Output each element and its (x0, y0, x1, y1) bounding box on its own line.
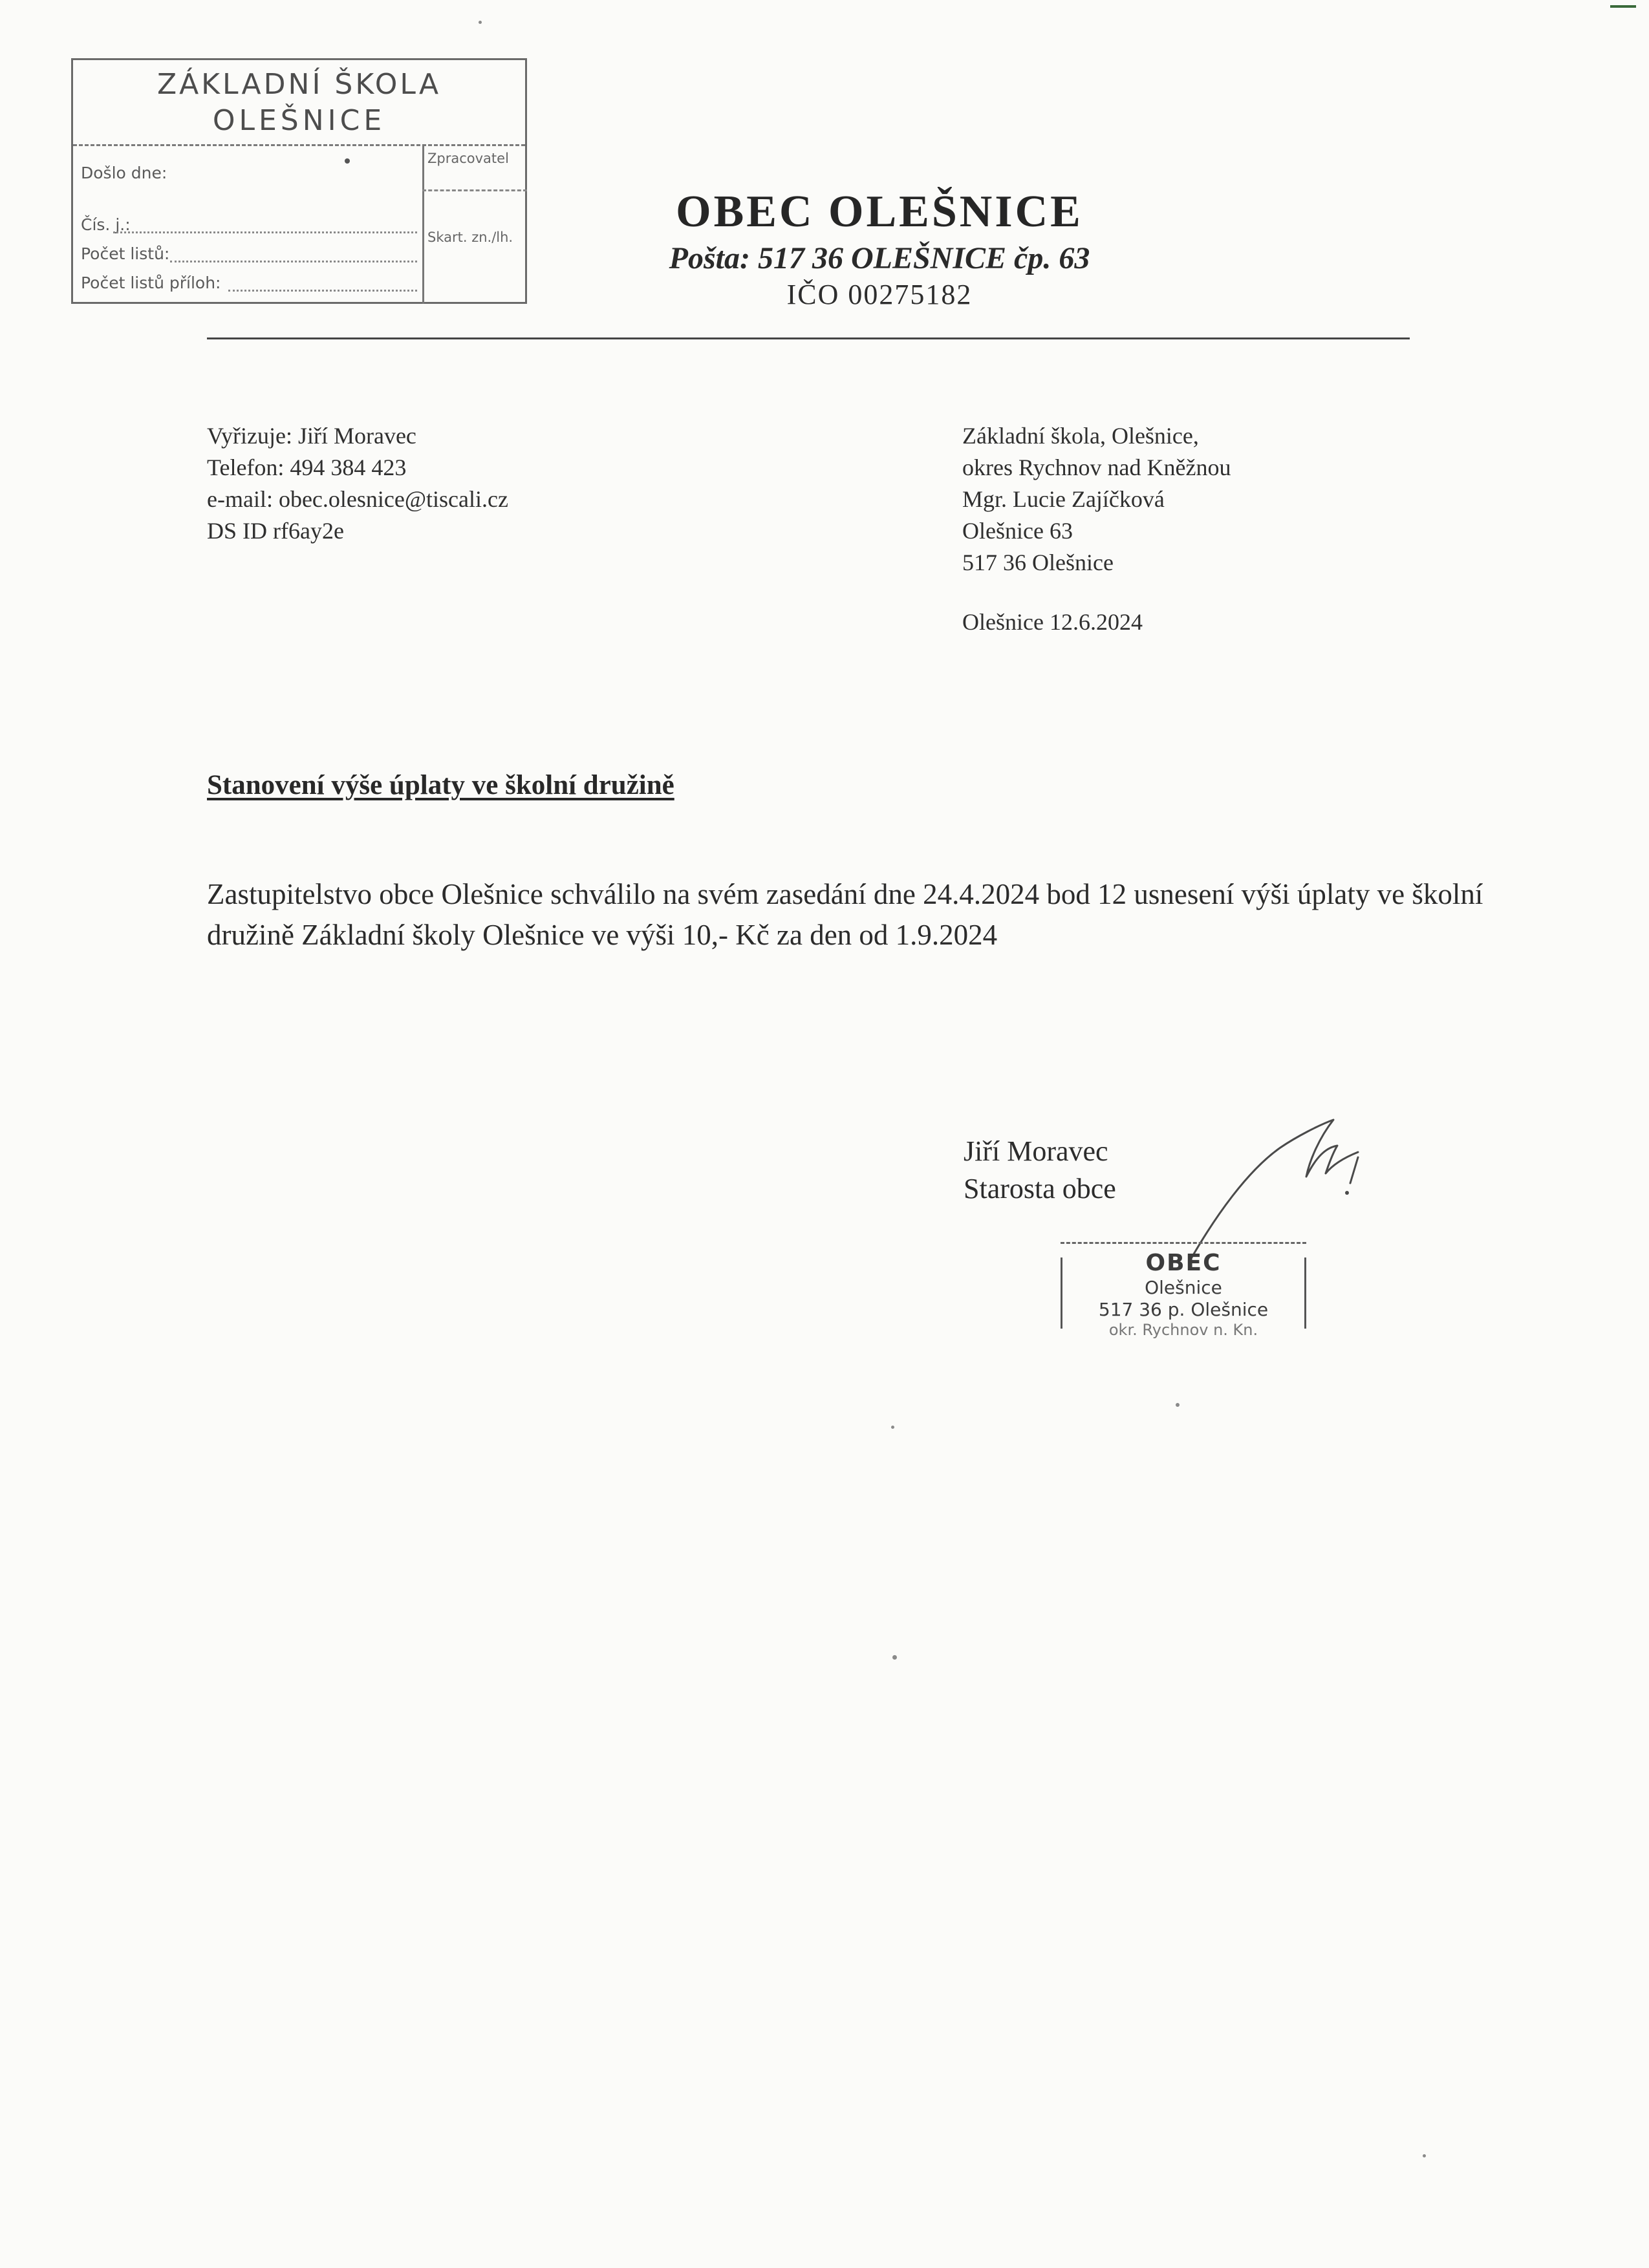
contact-block (207, 420, 508, 547)
intake-stamp-processor-label: Zpracovatel (427, 151, 509, 166)
intake-stamp-divider (422, 144, 424, 304)
scan-speck (891, 1426, 894, 1429)
recipient-block (962, 420, 1231, 579)
intake-stamp-sheets-line (170, 261, 417, 262)
intake-stamp-ref-label: Čís. j.: (81, 215, 131, 234)
scan-speck (892, 1655, 897, 1660)
intake-stamp-header (73, 60, 525, 146)
letterhead-ico: IČO 00275182 (786, 279, 973, 310)
recipient-line: Mgr. Lucie Zajíčková (962, 486, 1165, 512)
scan-edge-mark (1610, 5, 1636, 8)
contact-phone: Telefon: 494 384 423 (207, 455, 407, 480)
scan-speck (479, 21, 482, 24)
intake-stamp-filing-label: Skart. zn./lh. (427, 230, 513, 245)
signer-role: Starosta obce (964, 1173, 1116, 1204)
municipal-stamp-line3: 517 36 p. Olešnice (1098, 1299, 1269, 1320)
recipient-line: 517 36 Olešnice (962, 550, 1114, 575)
letterhead-title: OBEC OLEŠNICE (676, 187, 1083, 237)
intake-stamp-sheets-label: Počet listů: (81, 244, 170, 263)
recipient-line: okres Rychnov nad Kněžnou (962, 455, 1231, 480)
recipient-line: Základní škola, Olešnice, (962, 423, 1199, 449)
municipal-stamp-line4: okr. Rychnov n. Kn. (1108, 1321, 1258, 1339)
intake-stamp-school-line1: ZÁKLADNÍ ŠKOLA (156, 68, 442, 101)
intake-stamp-mark (345, 158, 350, 164)
municipal-stamp-top-line (1061, 1242, 1306, 1244)
intake-stamp-attachments-label: Počet listů příloh: (81, 273, 221, 292)
letterhead-rule (207, 337, 1410, 339)
municipal-stamp-line1: OBEC (1145, 1250, 1222, 1276)
contact-ds-id: DS ID rf6ay2e (207, 518, 344, 544)
signature-block (964, 1133, 1116, 1208)
municipal-stamp (1061, 1238, 1306, 1354)
letter-body: Zastupitelstvo obce Olešnice schválilo na svém zasedání dne 24.4.2024 bod 12 usnesení výši úplaty ve školní družině Základní školy Olešnice ve výši 10,- Kč za den od 1.9.2024 (207, 878, 1483, 951)
scan-speck (1423, 2154, 1426, 2157)
letter-subject: Stanovení výše úplaty ve školní družině (207, 770, 674, 800)
contact-email: e-mail: obec.olesnice@tiscali.cz (207, 486, 508, 512)
contact-handler: Vyřizuje: Jiří Moravec (207, 423, 416, 449)
recipient-line: Olešnice 63 (962, 518, 1073, 544)
intake-stamp-school-line2: OLEŠNICE (212, 104, 386, 137)
intake-stamp-received-label: Došlo dne: (81, 164, 167, 182)
signer-name: Jiří Moravec (964, 1135, 1108, 1167)
letterhead-address: Pošta: 517 36 OLEŠNICE čp. 63 (669, 241, 1090, 275)
municipal-stamp-line2: Olešnice (1145, 1277, 1222, 1298)
letter-date: Olešnice 12.6.2024 (962, 609, 1143, 635)
intake-stamp-attachments-line (228, 290, 417, 292)
scan-speck (1176, 1403, 1180, 1407)
intake-stamp-ref-line (113, 231, 417, 233)
